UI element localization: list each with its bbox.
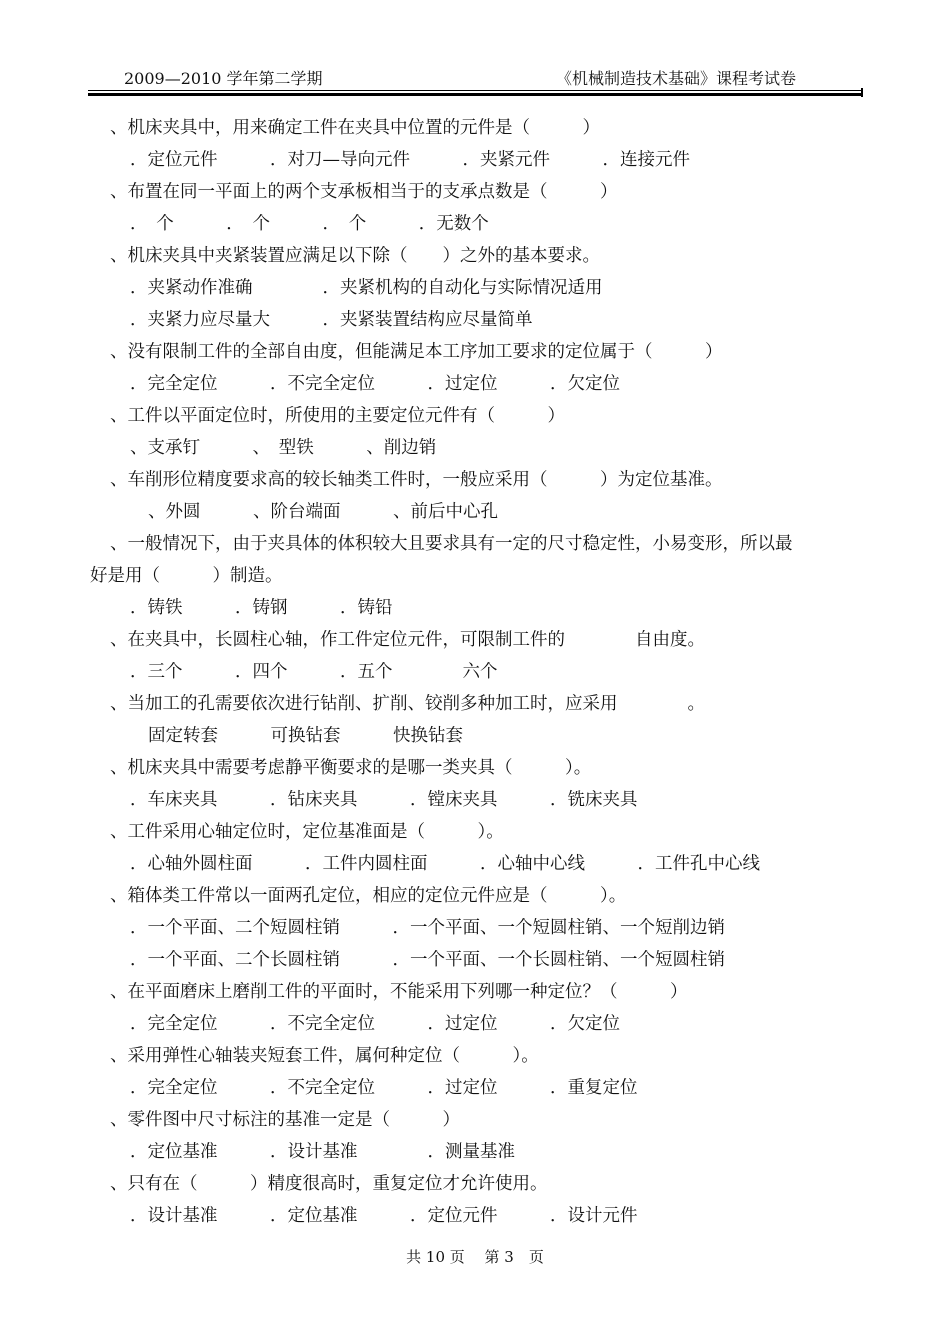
- question-line: 、零件图中尺寸标注的基准一定是（ ）: [110, 1110, 460, 1130]
- option-line: ．心轴外圆柱面 ．工件内圆柱面 ．心轴中心线 ．工件孔中心线: [130, 854, 760, 874]
- option-line: 、外圆 、阶台端面 、前后中心孔: [148, 502, 498, 522]
- option-line: ．完全定位 ．不完全定位 ．过定位 ．重复定位: [130, 1078, 638, 1098]
- option-line: 固定转套 可换钻套 快换钻套: [148, 726, 463, 746]
- option-line: ．完全定位 ．不完全定位 ．过定位 ．欠定位: [130, 1014, 620, 1034]
- option-line: ．一个平面、二个长圆柱销 ．一个平面、一个长圆柱销、一个短圆柱销: [130, 950, 725, 970]
- option-line: ．铸铁 ．铸钢 ．铸铅: [130, 598, 393, 618]
- question-line: 、机床夹具中，用来确定工件在夹具中位置的元件是（ ）: [110, 118, 600, 138]
- question-line: 、没有限制工件的全部自由度，但能满足本工序加工要求的定位属于（ ）: [110, 342, 723, 362]
- option-line: ．车床夹具 ．钻床夹具 ．镗床夹具 ．铣床夹具: [130, 790, 638, 810]
- question-line: 、布置在同一平面上的两个支承板相当于的支承点数是（ ）: [110, 182, 618, 202]
- option-line: 、支承钉 、 型铁 、削边销: [130, 438, 437, 458]
- question-line: 、工件采用心轴定位时，定位基准面是（ ）。: [110, 822, 504, 842]
- question-line: 、机床夹具中夹紧装置应满足以下除（ ）之外的基本要求。: [110, 246, 600, 266]
- option-line: ．定位元件 ．对刀—导向元件 ．夹紧元件 ．连接元件: [130, 150, 690, 170]
- question-line: 、采用弹性心轴装夹短套工件，属何种定位（ ）。: [110, 1046, 539, 1066]
- page-footer: 共 10 页 第 3 页: [406, 1248, 544, 1266]
- question-line: 、当加工的孔需要依次进行钻削、扩削、铰削多种加工时，应采用 。: [110, 694, 705, 714]
- question-continuation: 好是用（ ）制造。: [90, 566, 283, 586]
- option-line: ．三个 ．四个 ．五个 六个: [130, 662, 498, 682]
- question-line: 、车削形位精度要求高的较长轴类工件时，一般应采用（ ）为定位基准。: [110, 470, 723, 490]
- option-line: ．一个平面、二个短圆柱销 ．一个平面、一个短圆柱销、一个短削边销: [130, 918, 725, 938]
- option-line: ．设计基准 ．定位基准 ．定位元件 ．设计元件: [130, 1206, 638, 1226]
- option-line: ．夹紧力应尽量大 ．夹紧装置结构应尽量简单: [130, 310, 533, 330]
- question-line: 、一般情况下，由于夹具体的体积较大且要求具有一定的尺寸稳定性，小易变形，所以最: [110, 534, 793, 554]
- question-line: 、箱体类工件常以一面两孔定位，相应的定位元件应是（ ）。: [110, 886, 627, 906]
- header-semester: 2009—2010 学年第二学期: [124, 69, 323, 88]
- question-line: 、在夹具中，长圆柱心轴，作工件定位元件，可限制工件的 自由度。: [110, 630, 705, 650]
- question-line: 、工件以平面定位时，所使用的主要定位元件有（ ）: [110, 406, 565, 426]
- option-line: ．夹紧动作准确 ．夹紧机构的自动化与实际情况适用: [130, 278, 603, 298]
- option-line: ．完全定位 ．不完全定位 ．过定位 ．欠定位: [130, 374, 620, 394]
- question-line: 、机床夹具中需要考虑静平衡要求的是哪一类夹具（ ）。: [110, 758, 592, 778]
- header-course-title: 《机械制造技术基础》课程考试卷: [555, 69, 796, 88]
- question-line: 、在平面磨床上磨削工件的平面时，不能采用下列哪一种定位？（ ）: [110, 982, 688, 1002]
- option-line: ． 个 ． 个 ． 个 ．无数个: [130, 214, 489, 234]
- option-line: ．定位基准 ．设计基准 ．测量基准: [130, 1142, 515, 1162]
- question-line: 、只有在（ ）精度很高时，重复定位才允许使用。: [110, 1174, 548, 1194]
